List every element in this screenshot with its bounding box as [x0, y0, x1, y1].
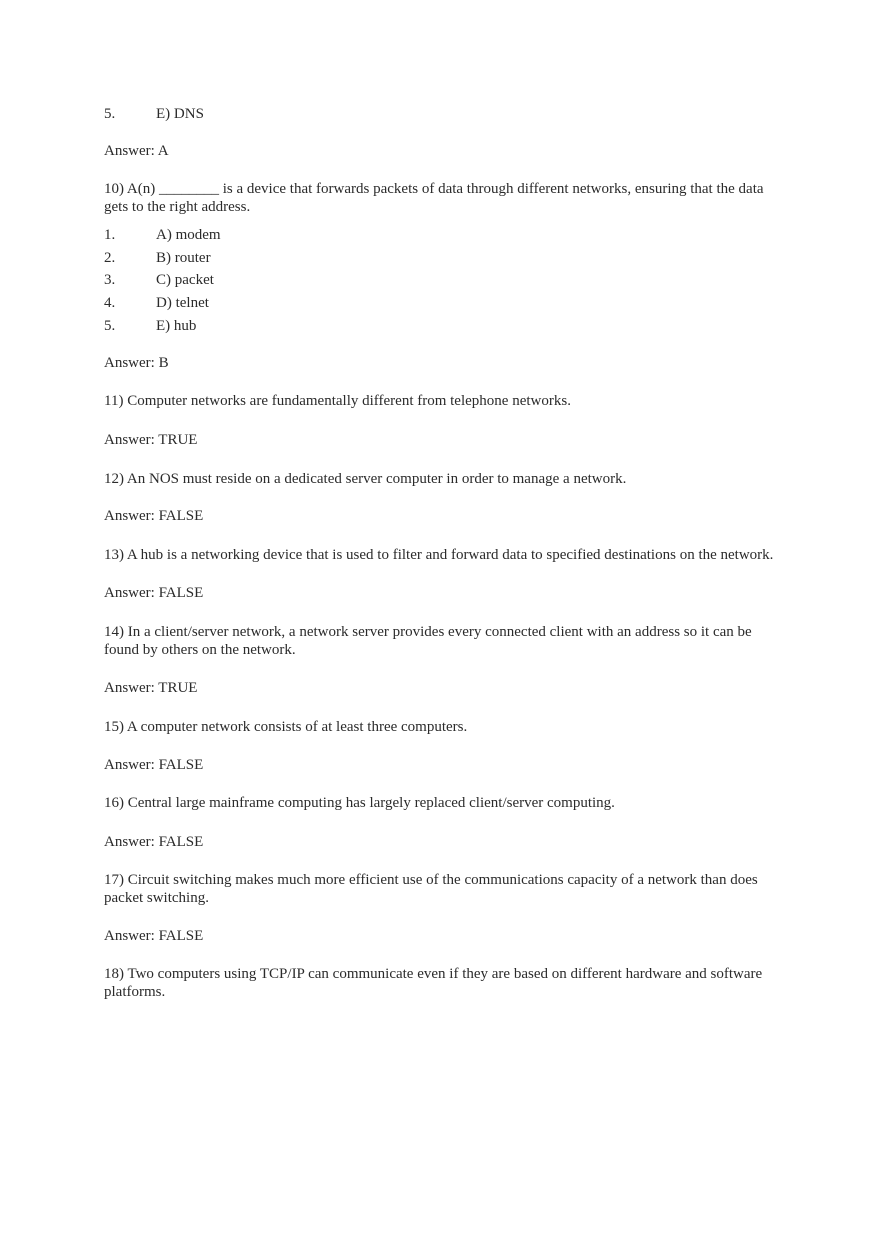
option-text: D) telnet [156, 295, 209, 312]
options-list-10 [104, 224, 774, 337]
option-number: 3. [104, 272, 116, 289]
question-13: 13) A hub is a networking device that is used to filter and forward data to specified destinations on the network. [104, 547, 774, 564]
question-15: 15) A computer network consists of at least three computers. [104, 719, 468, 736]
option-text: E) DNS [156, 106, 204, 123]
option-number: 1. [104, 227, 116, 244]
answer-14: Answer: TRUE [104, 680, 198, 697]
answer-15: Answer: FALSE [104, 757, 204, 774]
answer-12: Answer: FALSE [104, 508, 204, 525]
answer-11: Answer: TRUE [104, 432, 198, 449]
option-text: C) packet [156, 272, 214, 289]
document-page [104, 104, 774, 1001]
option-number: 2. [104, 249, 116, 266]
option-item [104, 292, 774, 315]
question-17: 17) Circuit switching makes much more efficient use of the communications capacity of a network than does packet switching. [104, 872, 758, 907]
option-text: A) modem [156, 227, 221, 244]
option-item [104, 103, 774, 126]
option-number: 5. [104, 317, 116, 334]
option-item [104, 246, 774, 269]
question-11: 11) Computer networks are fundamentally different from telephone networks. [104, 393, 571, 410]
question-18: 18) Two computers using TCP/IP can communicate even if they are based on different hardware and software platforms. [104, 966, 763, 1001]
question-10: 10) A(n) ________ is a device that forwards packets of data through different networks, ensuring that the data gets to the right address. [104, 180, 764, 215]
option-item [104, 269, 774, 292]
question-14: 14) In a client/server network, a network server provides every connected client with an address so it can be found by others on the network. [104, 624, 752, 659]
option-text: E) hub [156, 317, 197, 334]
answer-10: Answer: B [104, 355, 169, 372]
answer-16: Answer: FALSE [104, 834, 204, 851]
question-16: 16) Central large mainframe computing has largely replaced client/server computing. [104, 795, 615, 812]
option-item [104, 224, 774, 247]
answer-prev: Answer: A [104, 142, 169, 159]
answer-17: Answer: FALSE [104, 928, 204, 945]
question-12: 12) An NOS must reside on a dedicated server computer in order to manage a network. [104, 471, 627, 488]
option-item [104, 314, 774, 337]
answer-13: Answer: FALSE [104, 585, 204, 602]
option-number: 5. [104, 106, 116, 123]
option-number: 4. [104, 295, 116, 312]
option-text: B) router [156, 249, 211, 266]
